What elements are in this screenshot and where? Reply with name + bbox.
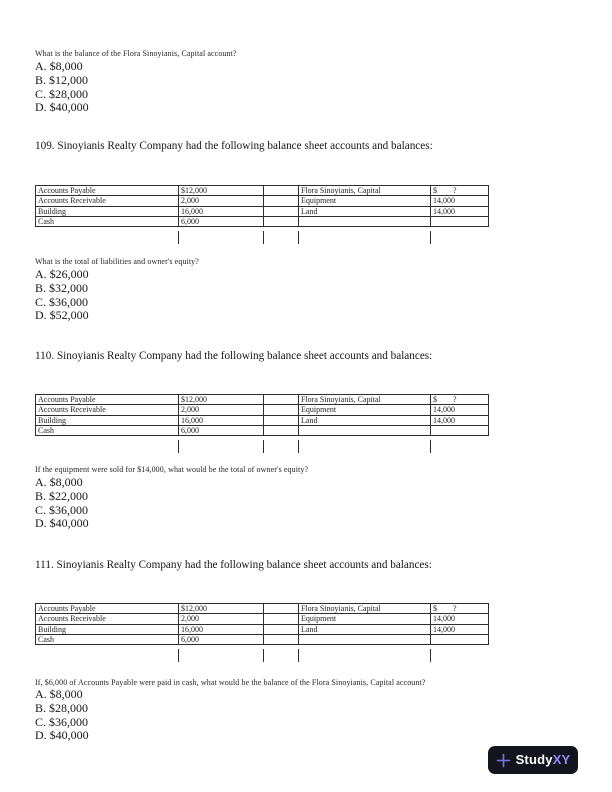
- answer-choice: A. $26,000: [35, 267, 89, 281]
- table-cell: Land: [299, 206, 431, 216]
- table-row: [36, 196, 489, 206]
- table-cell: Cash: [36, 634, 179, 644]
- table-border-stub: [178, 231, 179, 244]
- table-cell: $12,000: [179, 604, 264, 614]
- balance-sheet-table: [35, 185, 488, 227]
- answer-choice: C. $36,000: [35, 714, 89, 729]
- table-cell: 16,000: [179, 624, 264, 634]
- table-border-stub: [430, 649, 431, 662]
- spacer-cell: [264, 395, 299, 405]
- table-row: [36, 216, 489, 226]
- table-border-stub: [263, 649, 264, 662]
- table-cell: 14,000: [431, 196, 489, 206]
- table-cell: $ ?: [431, 604, 489, 614]
- answer-choices: [35, 688, 89, 743]
- answer-choice: C. $36,000: [35, 294, 89, 309]
- answer-choices: [35, 476, 89, 531]
- table-cell: $ ?: [431, 395, 489, 405]
- answer-choice: B. $22,000: [35, 488, 89, 503]
- spacer-cell: [264, 186, 299, 196]
- balance-sheet-table: [35, 394, 488, 436]
- table-cell: 14,000: [431, 206, 489, 216]
- table-row: [36, 395, 489, 405]
- question-stem: If, $6,000 of Accounts Payable were paid in cash, what would be the balance of the Flora Sinoyianis, Capital account?: [35, 678, 426, 687]
- question-heading: 109. Sinoyianis Realty Company had the following balance sheet accounts and balances:: [35, 140, 433, 152]
- question-stem: What is the balance of the Flora Sinoyianis, Capital account?: [35, 49, 237, 58]
- spacer-cell: [264, 425, 299, 435]
- answer-choice: A. $8,000: [35, 687, 83, 701]
- table-row: [36, 186, 489, 196]
- table-cell: Accounts Receivable: [36, 405, 179, 415]
- table-cell: 6,000: [179, 634, 264, 644]
- brand-text-accent: XY: [552, 752, 571, 767]
- table-border-stub: [298, 649, 299, 662]
- table-cell: Land: [299, 415, 431, 425]
- table-cell: Land: [299, 624, 431, 634]
- table-cell: [299, 634, 431, 644]
- table-row: [36, 415, 489, 425]
- question-stem: If the equipment were sold for $14,000, what would be the total of owner's equity?: [35, 465, 309, 474]
- question-heading: 110. Sinoyianis Realty Company had the following balance sheet accounts and balances:: [35, 350, 433, 362]
- answer-choice: B. $32,000: [35, 280, 89, 295]
- studyxy-logo: [488, 746, 578, 774]
- table-cell: Flora Sinoyianis, Capital: [299, 604, 431, 614]
- table-cell: Cash: [36, 216, 179, 226]
- plus-icon: [496, 753, 511, 768]
- spacer-cell: [264, 196, 299, 206]
- table-row: [36, 624, 489, 634]
- answer-choice: A. $8,000: [35, 59, 83, 73]
- table-cell: Equipment: [299, 196, 431, 206]
- answer-choice: C. $28,000: [35, 86, 89, 101]
- table-cell: Equipment: [299, 405, 431, 415]
- question-heading: 111. Sinoyianis Realty Company had the following balance sheet accounts and balances:: [35, 559, 432, 571]
- balance-table: [35, 603, 489, 645]
- table-cell: Accounts Payable: [36, 186, 179, 196]
- table-row: [36, 634, 489, 644]
- answer-choice: B. $12,000: [35, 72, 89, 87]
- table-cell: 16,000: [179, 415, 264, 425]
- table-cell: Flora Sinoyianis, Capital: [299, 186, 431, 196]
- table-border-stub: [263, 231, 264, 244]
- table-cell: Accounts Payable: [36, 604, 179, 614]
- table-cell: 14,000: [431, 614, 489, 624]
- table-cell: Building: [36, 415, 179, 425]
- table-cell: 2,000: [179, 614, 264, 624]
- table-cell: Accounts Receivable: [36, 614, 179, 624]
- table-cell: 14,000: [431, 624, 489, 634]
- table-cell: 2,000: [179, 405, 264, 415]
- table-cell: 6,000: [179, 216, 264, 226]
- table-cell: $ ?: [431, 186, 489, 196]
- balance-sheet-table: [35, 603, 488, 645]
- spacer-cell: [264, 216, 299, 226]
- brand-text: Study: [515, 752, 553, 767]
- answer-choice: B. $28,000: [35, 700, 89, 715]
- table-cell: Cash: [36, 425, 179, 435]
- table-row: [36, 425, 489, 435]
- spacer-cell: [264, 415, 299, 425]
- question-stem: What is the total of liabilities and owner's equity?: [35, 257, 199, 266]
- table-cell: 16,000: [179, 206, 264, 216]
- table-border-stub: [263, 440, 264, 453]
- table-border-stub: [430, 231, 431, 244]
- table-cell: 14,000: [431, 405, 489, 415]
- table-cell: Accounts Payable: [36, 395, 179, 405]
- spacer-cell: [264, 405, 299, 415]
- spacer-cell: [264, 604, 299, 614]
- table-cell: 14,000: [431, 415, 489, 425]
- table-row: [36, 604, 489, 614]
- answer-choice: D. $52,000: [35, 308, 89, 323]
- answer-choice: A. $8,000: [35, 475, 83, 489]
- table-row: [36, 405, 489, 415]
- table-cell: [431, 634, 489, 644]
- table-cell: Equipment: [299, 614, 431, 624]
- balance-table: [35, 185, 489, 227]
- spacer-cell: [264, 614, 299, 624]
- spacer-cell: [264, 206, 299, 216]
- answer-choice: D. $40,000: [35, 728, 89, 743]
- table-border-stub: [178, 440, 179, 453]
- answer-choice: D. $40,000: [35, 100, 89, 115]
- table-cell: Accounts Receivable: [36, 196, 179, 206]
- table-cell: [299, 425, 431, 435]
- table-border-stub: [298, 440, 299, 453]
- table-cell: Building: [36, 624, 179, 634]
- table-border-stub: [298, 231, 299, 244]
- table-cell: [299, 216, 431, 226]
- table-cell: $12,000: [179, 186, 264, 196]
- answer-choice: C. $36,000: [35, 502, 89, 517]
- table-cell: Building: [36, 206, 179, 216]
- balance-table: [35, 394, 489, 436]
- table-cell: 6,000: [179, 425, 264, 435]
- table-border-stub: [178, 649, 179, 662]
- table-row: [36, 614, 489, 624]
- table-cell: $12,000: [179, 395, 264, 405]
- answer-choice: D. $40,000: [35, 516, 89, 531]
- spacer-cell: [264, 624, 299, 634]
- answer-choices: [35, 60, 89, 115]
- table-cell: [431, 425, 489, 435]
- table-row: [36, 206, 489, 216]
- table-cell: Flora Sinoyianis, Capital: [299, 395, 431, 405]
- table-cell: [431, 216, 489, 226]
- table-border-stub: [430, 440, 431, 453]
- answer-choices: [35, 268, 89, 323]
- table-cell: 2,000: [179, 196, 264, 206]
- spacer-cell: [264, 634, 299, 644]
